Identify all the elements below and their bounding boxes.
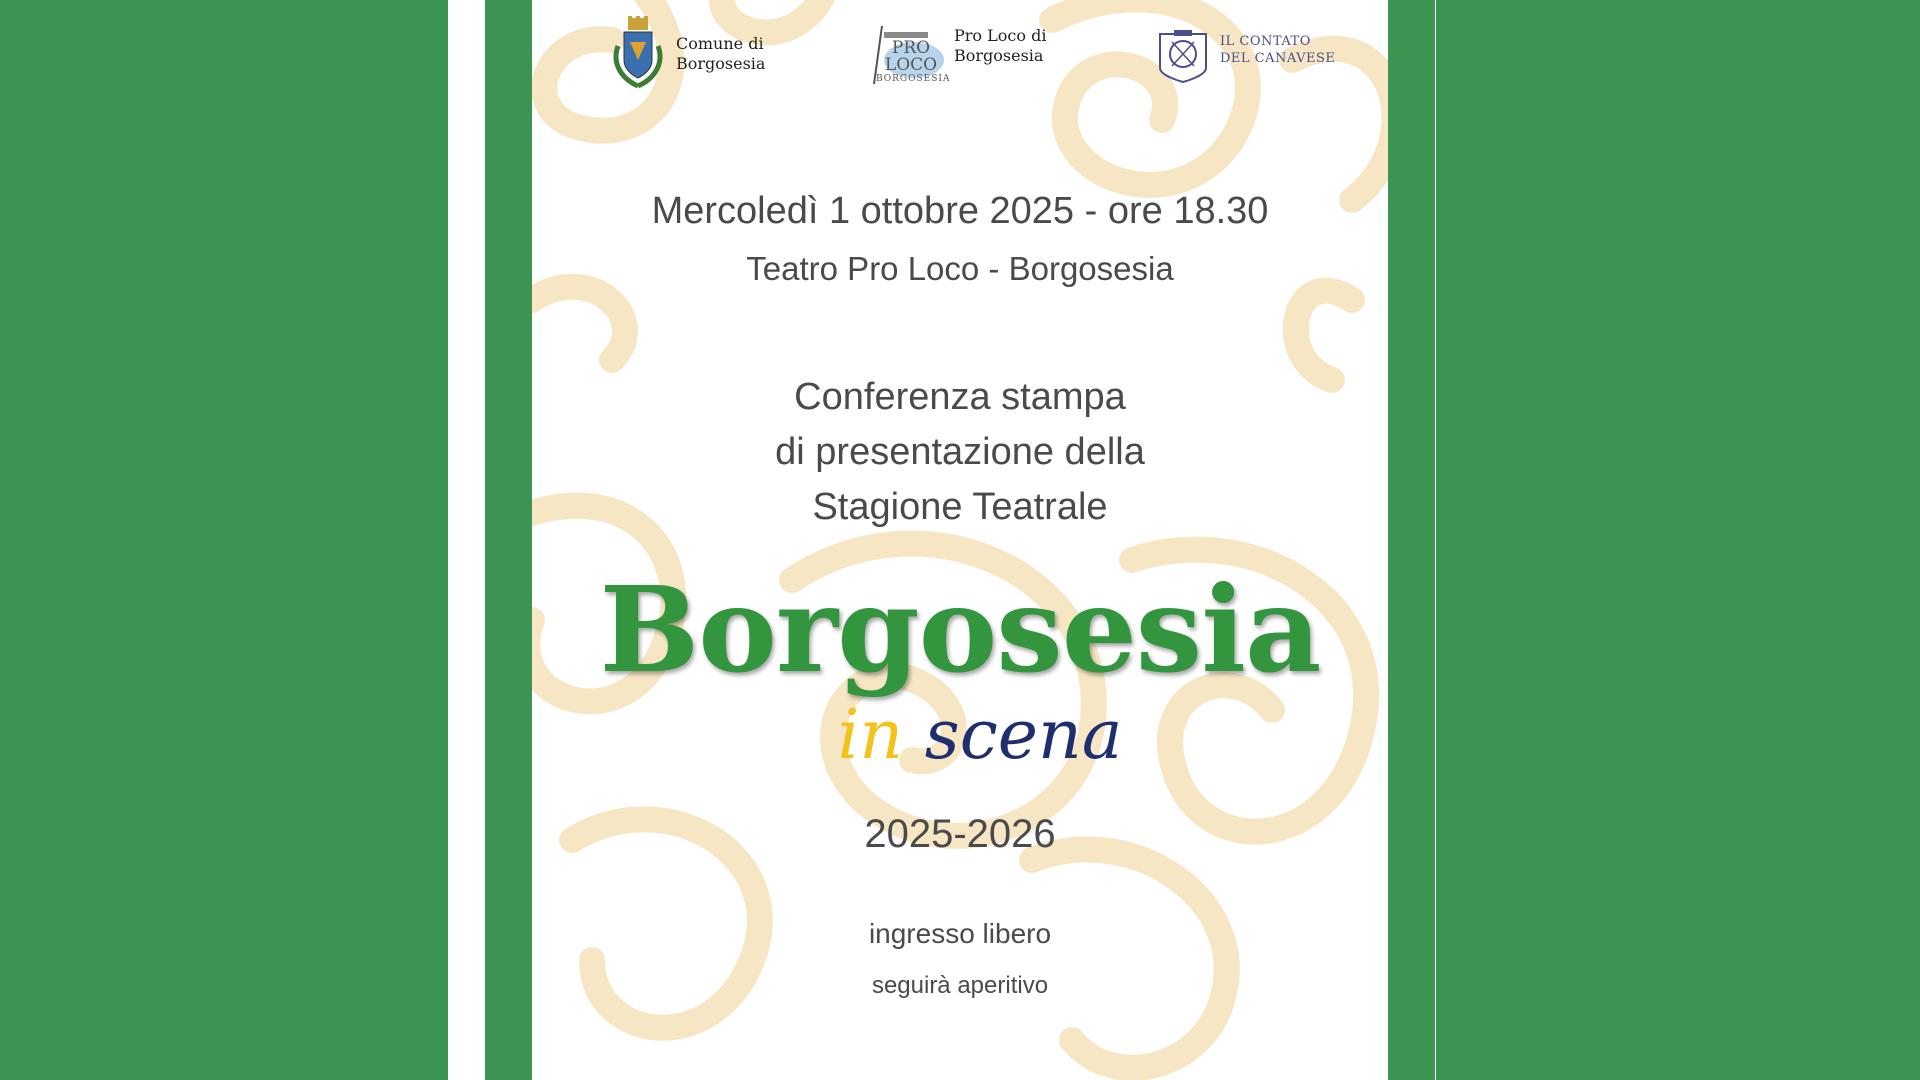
comune-line1: Comune di <box>676 34 764 53</box>
proloco-line1: Pro Loco di <box>954 26 1047 45</box>
contato-logo <box>1154 28 1335 84</box>
conference-line1: Conferenza stampa <box>794 376 1126 418</box>
conference-line2: di presentazione della <box>775 431 1145 473</box>
pro-loco-logo <box>862 24 951 94</box>
title-sub-in: in <box>837 696 904 775</box>
contato-crest-icon <box>1154 28 1212 84</box>
title-borgosesia: Borgosesia <box>599 560 1321 699</box>
comune-logo <box>610 16 765 92</box>
title-sub-scena: scena <box>924 696 1123 775</box>
title-subtitle <box>532 696 1388 775</box>
proloco-line2: Borgosesia <box>954 46 1044 65</box>
poster-content <box>532 0 1388 1080</box>
proloco-mark-line3: BORGOSESIA <box>876 74 951 84</box>
comune-line2: Borgosesia <box>676 54 766 73</box>
coat-of-arms-icon <box>610 16 666 92</box>
free-entry-text: ingresso libero <box>868 918 1052 949</box>
aperitivo-text: seguirà aperitivo <box>871 972 1049 999</box>
proloco-mark-line2: LOCO <box>884 55 938 75</box>
proloco-logo <box>862 24 1046 94</box>
conference-line3: Stagione Teatrale <box>812 486 1108 528</box>
event-venue: Teatro Pro Loco - Borgosesia <box>746 250 1174 287</box>
conference-block <box>532 370 1388 535</box>
contato-line2: DEL CANAVESE <box>1220 51 1336 66</box>
event-poster <box>532 0 1388 1080</box>
season-years: 2025-2026 <box>864 812 1056 856</box>
event-date: Mercoledì 1 ottobre 2025 - ore 18.30 <box>651 190 1269 232</box>
contato-line1: IL CONTATO <box>1220 34 1311 49</box>
proloco-mark-line1: PRO <box>891 38 931 58</box>
